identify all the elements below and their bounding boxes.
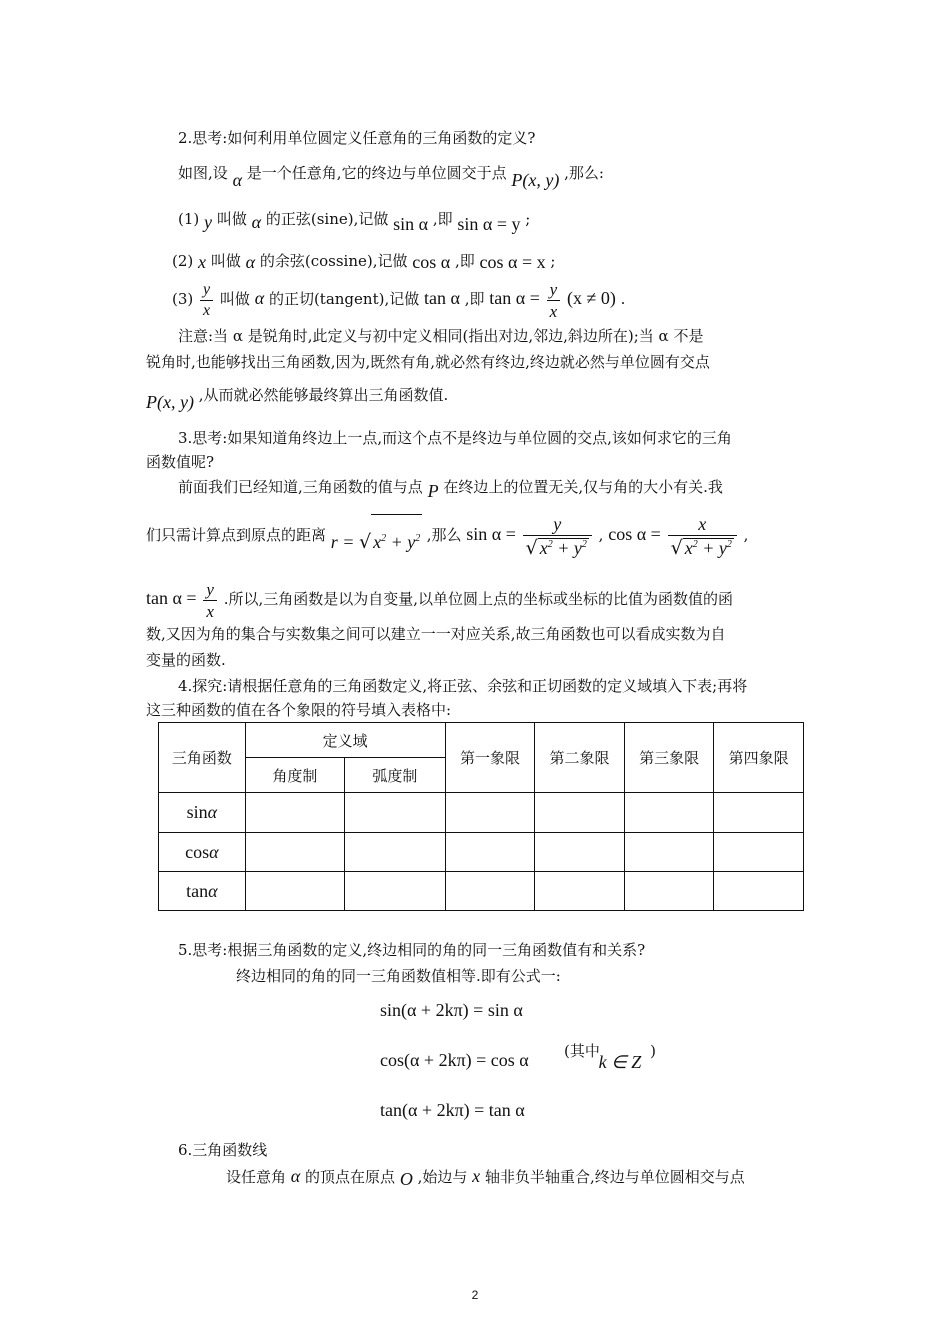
table-cell — [714, 833, 804, 872]
table-cell — [445, 872, 535, 911]
table-cell — [624, 872, 714, 911]
table-cell — [714, 793, 804, 833]
table-cell — [445, 793, 535, 833]
table-cell — [345, 833, 446, 872]
table-cell — [624, 833, 714, 872]
header-function: 三角函数 — [159, 723, 246, 793]
section-4-line-1: 4.探究:请根据任意角的三角函数定义,将正弦、余弦和正切函数的定义域填入下表;再将 — [178, 677, 748, 695]
table-cell — [714, 872, 804, 911]
section-6-title: 6.三角函数线 — [178, 1141, 268, 1159]
table-cell — [245, 872, 345, 911]
formula-tan: tan(α + 2kπ) = tan α — [380, 1100, 525, 1120]
section-5-line-2: 终边相同的角的同一三角函数值相等.即有公式一: — [236, 967, 561, 985]
section-2-intro: 如图,设 α 是一个任意角,它的终边与单位圆交于点 P(x, y) ,那么: — [178, 164, 604, 190]
sign-table — [158, 722, 804, 911]
section-5-line-1: 5.思考:根据三角函数的定义,终边相同的角的同一三角函数值有和关系? — [178, 941, 646, 959]
table-cell — [245, 793, 345, 833]
row-label-sin: sinα — [159, 793, 246, 833]
section-6-line-1: 设任意角 α 的顶点在原点 O ,始边与 x 轴非负半轴重合,终边与单位圆相交与点 — [226, 1166, 745, 1189]
header-degree: 角度制 — [245, 758, 345, 793]
page-number: 2 — [471, 1288, 479, 1302]
table-row — [159, 833, 804, 872]
note-line-2: 锐角时,也能够找出三角函数,因为,既然有角,就必然有终边,终边就必然与单位圆有交点 — [146, 353, 710, 371]
row-label-tan: tanα — [159, 872, 246, 911]
table-cell — [535, 793, 625, 833]
header-quadrant-4: 第四象限 — [714, 723, 804, 793]
definition-cosine: (2) x 叫做 α 的余弦(cossine),记做 cos α ,即 cos α = x ; — [172, 252, 556, 272]
header-quadrant-3: 第三象限 — [624, 723, 714, 793]
section-3-line-6: 数,又因为角的集合与实数集之间可以建立一一对应关系,故三角函数也可以看成实数为自 — [146, 625, 726, 643]
section-3-line-2: 函数值呢? — [146, 453, 215, 471]
section-4-line-2: 这三种函数的值在各个象限的符号填入表格中: — [146, 701, 452, 719]
table-cell — [624, 793, 714, 833]
table-cell — [245, 833, 345, 872]
note-line-3: P(x, y) ,从而就必然能够最终算出三角函数值. — [146, 386, 449, 412]
header-radian: 弧度制 — [345, 758, 446, 793]
definition-sine: (1) y 叫做 α 的正弦(sine),记做 sin α ,即 sin α = y ; — [178, 210, 531, 234]
section-3-line-3: 前面我们已经知道,三角函数的值与点 P 在终边上的位置无关,仅与角的大小有关.我 — [178, 478, 723, 501]
table-cell — [535, 833, 625, 872]
table-cell — [445, 833, 535, 872]
section-3-line-1: 3.思考:如果知道角终边上一点,而这个点不是终边与单位圆的交点,该如何求它的三角 — [178, 429, 732, 447]
formula-sin: sin(α + 2kπ) = sin α — [380, 1000, 523, 1020]
row-label-cos: cosα — [159, 833, 246, 872]
table-row — [159, 872, 804, 911]
table-cell — [345, 872, 446, 911]
section-2-title: 2.思考:如何利用单位圆定义任意角的三角函数的定义? — [178, 129, 536, 147]
definition-tangent: (3) $\frac{y}{x}$ 叫做 α 的正切(tangent),记做 tan α ,即 tan α = $\frac{y}{x}$ (x ≠ 0) . — [172, 279, 626, 321]
header-domain: 定义域 — [245, 723, 445, 758]
header-quadrant-2: 第二象限 — [535, 723, 625, 793]
table-cell — [345, 793, 446, 833]
table-row — [159, 793, 804, 833]
formula-cos: cos(α + 2kπ) = cos α — [380, 1050, 529, 1070]
note-line-1: 注意:当 α 是锐角时,此定义与初中定义相同(指出对边,邻边,斜边所在);当 α 不是 — [178, 327, 704, 345]
section-3-line-5: tan α = $\frac{y}{x}$ .所以,三角函数是以为自变量,以单位圆上点的坐标或坐标的比值为函数值的函 — [146, 579, 733, 621]
table-cell — [535, 872, 625, 911]
formula-note: (其中 k ∈ Z ) — [564, 1042, 656, 1072]
section-3-line-7: 变量的函数. — [146, 651, 226, 669]
header-quadrant-1: 第一象限 — [445, 723, 535, 793]
section-3-line-4: 们只需计算点到原点的距离 r = √ $x^2 + y^2$ ,那么 sin α = $\frac{y}{√ x^2 + y^2}$ , cos α = $\frac{x}{√ x^2 + y^2}$ , — [146, 506, 748, 559]
